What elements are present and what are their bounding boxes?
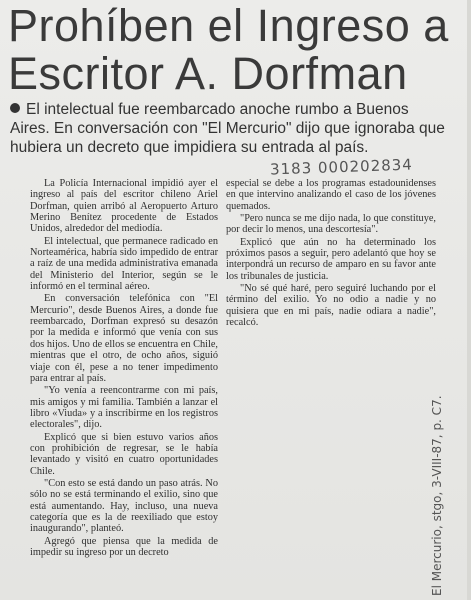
paragraph: "Pero nunca se me dijo nada, lo que constituye, por decir lo menos, una descortesía". (226, 213, 436, 236)
headline (8, 2, 460, 98)
paragraph: En conversación telefónica con "El Mercurio", desde Buenos Aires, a donde fue reembarcado, Dorfman expresó su desazón por la medida e informó que venía con sus dos hijos. Uno de ellos se encuentra en Chile, mientras que el otro, de ocho años, siguió viaje con él, pese a no tener impedimento para entrar al país. (30, 293, 218, 384)
deck-text: El intelectual fue reembarcado anoche rumbo a Buenos Aires. En conversación con "El Mercurio" dijo que ignoraba que hubiera un decreto que impidiera su entrada al país. (10, 101, 445, 156)
article-column-1 (30, 178, 218, 559)
paragraph: Explicó que si bien estuvo varios años con prohibición de regresar, se le había levantado y visitó en cuatro oportunidades Chile. (30, 431, 218, 477)
handwritten-archive-number: 3183 000202834 (269, 155, 414, 179)
paragraph: La Policía Internacional impidió ayer el ingreso al país del escritor chileno Ariel Dorfman, quien arribó al Aeropuerto Arturo Merino Benítez procedente de Estados Unidos, alrededor del mediodía. (30, 178, 218, 235)
article-column-2 (226, 178, 436, 329)
deck-summary (10, 100, 450, 157)
paragraph: Explicó que aún no ha determinado los próximos pasos a seguir, pero adelantó que hoy se interpondrá un recurso de amparo en su favor ante los tribunales de justicia. (226, 236, 436, 282)
paragraph: "Con esto se está dando un paso atrás. No sólo no se está terminando el exilio, sino que está aumentando. Hay, incluso, una nueva categoría que es la de reexiliado que estoy inaugurando", planteó. (30, 477, 218, 535)
bullet-icon (10, 103, 20, 113)
headline-line-2: Escritor A. Dorfman (8, 48, 408, 99)
paragraph: "Yo venía a reencontrarme con mi país, mis amigos y mi familia. También a lanzar el libro «Viuda» y a inscribirme en los registros electorales", dijo. (30, 385, 218, 431)
paragraph: especial se debe a los programas estadounidenses en que intervino analizando el caso de los jóvenes quemados. (226, 178, 436, 212)
paragraph: El intelectual, que permanece radicado en Norteamérica, habría sido impedido de entrar a raíz de una medida administrativa emanada del Ministerio del Interior, según se le informó en el terminal aéreo. (30, 235, 218, 293)
headline-line-1: Prohíben el Ingreso a (8, 0, 449, 51)
clipping-edge (467, 0, 471, 600)
handwritten-source-note: El Mercurio, stgo, 3-VIII-87, p. C7. (430, 395, 444, 596)
paragraph: Agregó que piensa que la medida de impedir su ingreso por un decreto (30, 535, 218, 558)
paragraph: "No sé qué haré, pero seguiré luchando por el término del exilio. Yo no odio a nadie y no quisiera que en mi país, nadie odiara a nadie", recalcó. (226, 283, 436, 329)
